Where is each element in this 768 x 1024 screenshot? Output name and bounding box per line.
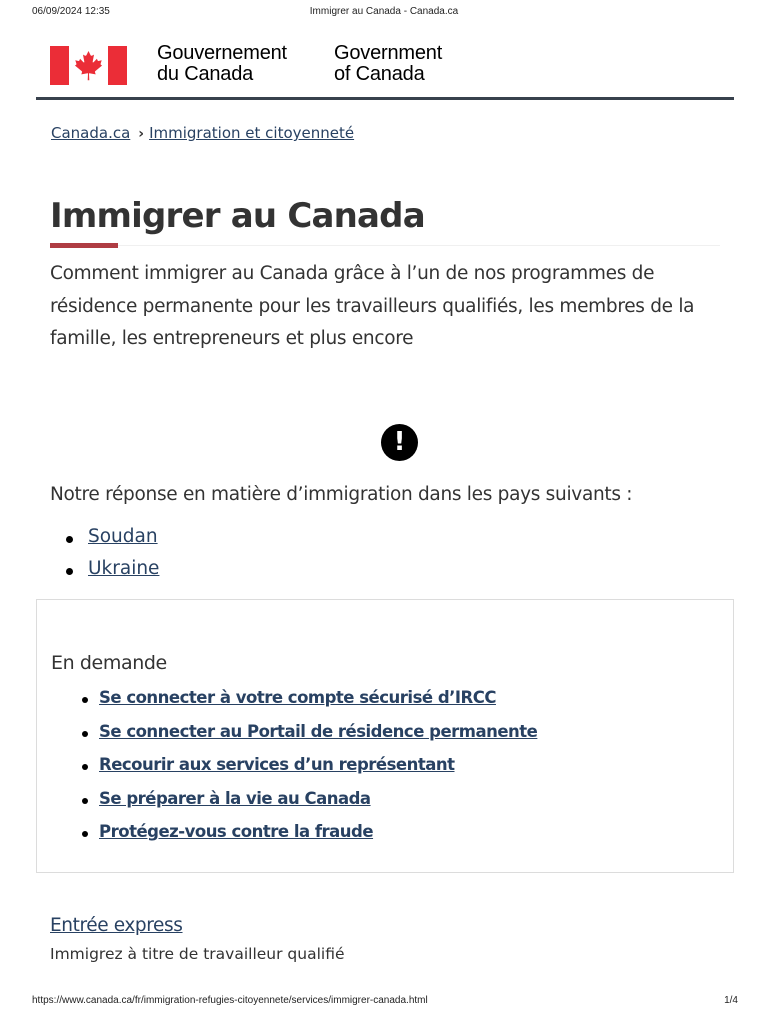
list-item (82, 755, 537, 789)
country-link-ukraine[interactable]: Ukraine (88, 558, 160, 579)
alert-text: Notre réponse en matière d’immigration dans les pays suivants : (50, 484, 633, 505)
breadcrumb-link-home[interactable]: Canada.ca (51, 124, 131, 142)
ircc-account-link[interactable]: Se connecter à votre compte sécurisé d’IRCC (99, 688, 496, 707)
list-item (66, 526, 159, 558)
signature-english (334, 43, 442, 85)
breadcrumb-link-immigration[interactable]: Immigration et citoyenneté (149, 124, 355, 142)
prepare-life-canada-link[interactable]: Se préparer à la vie au Canada (99, 788, 371, 808)
in-demand-panel (36, 599, 734, 873)
print-page-number: 1/4 (724, 995, 738, 1006)
list-item (66, 558, 159, 590)
signature-french-line-1: Gouvernement (157, 42, 287, 64)
in-demand-title: En demande (51, 652, 167, 674)
page-title: Immigrer au Canada (50, 196, 425, 236)
title-divider (118, 245, 720, 246)
print-header (0, 6, 768, 20)
print-url: https://www.canada.ca/fr/immigration-refugies-citoyennete/services/immigrer-canada.html (32, 995, 428, 1006)
pr-portal-link[interactable]: Se connecter au Portail de résidence permanente (99, 721, 538, 741)
country-list (66, 526, 159, 590)
page-lead: Comment immigrer au Canada grâce à l’un de nos programmes de résidence permanente pour les travailleurs qualifiés, les membres de la famille, les entrepreneurs et plus encore (50, 263, 695, 349)
country-link-soudan[interactable]: Soudan (88, 526, 158, 547)
fraud-protection-link[interactable]: Protégez-vous contre la fraude (99, 822, 374, 841)
signature-french-line-2: du Canada (157, 63, 254, 85)
express-entry-description: Immigrez à titre de travailleur qualifié (50, 945, 345, 963)
representative-link[interactable]: Recourir aux services d’un représentant (99, 755, 455, 774)
list-item (82, 822, 537, 856)
signature-french (157, 43, 287, 85)
print-footer (0, 995, 768, 1009)
canada-flag-icon[interactable] (50, 46, 127, 85)
signature-english-line-2: of Canada (334, 63, 425, 85)
exclamation-circle-icon: ! (381, 424, 418, 461)
signature-english-line-1: Government (334, 42, 443, 64)
list-item (82, 688, 537, 722)
express-entry-link[interactable]: Entrée express (50, 915, 183, 936)
list-item (82, 722, 537, 756)
list-item (82, 789, 537, 823)
print-date: 06/09/2024 12:35 (32, 6, 110, 17)
government-header (36, 40, 734, 100)
chevron-right-icon: › (138, 126, 145, 142)
breadcrumb (51, 124, 354, 142)
title-accent-bar (50, 243, 118, 248)
print-page-title: Immigrer au Canada - Canada.ca (309, 6, 459, 17)
in-demand-list (82, 688, 537, 856)
